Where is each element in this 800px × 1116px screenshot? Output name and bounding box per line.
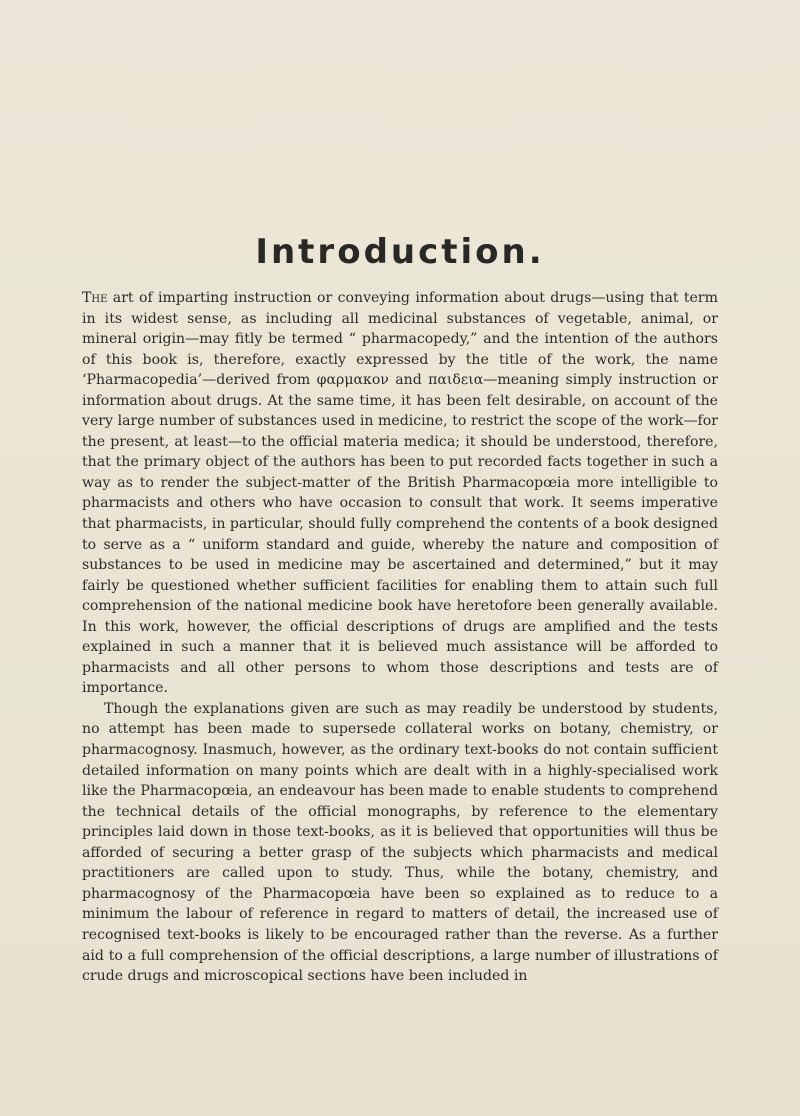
- paragraph-1-text: art of imparting instruction or conveying information about drugs—using that term in its widest sense, as including all medicinal substances of vegetable, animal, or mineral origin—may fitly be termed “ pharmacopedy,” and the intention of the authors of this book is, therefore, exactly expressed by the title of the work, the name ‘Pharmacopedia’—derived from φαρμακον and παιδεια—meaning simply instruction or information about drugs. At the same time, it has been felt desirable, on account of the very large number of substances used in medicine, to restrict the scope of the work—for the present, at least—to the official materia medica; it should be understood, therefore, that the primary object of the authors has been to put recorded facts together in such a way as to render the subject-matter of the British Pharmacopœia more intelligible to pharmacists and others who have occasion to consult that work. It seems imperative that pharmacists, in particular, should fully comprehend the contents of a book designed to serve as a “ uniform standard and guide, whereby the nature and composition of substances to be used in medicine may be ascertained and determined,” but it may fairly be questioned whether sufficient facilities for enabling them to attain such full comprehension of the national medicine book have heretofore been generally available. In this work, however, the official descriptions of drugs are amplified and the tests explained in such a manner that it is believed much assistance will be afforded to pharmacists and all other persons to whom those descriptions and tests are of importance.: [82, 290, 718, 697]
- body-text: [82, 288, 718, 987]
- paragraph-1: [82, 288, 718, 699]
- paragraph-2: Though the explanations given are such as may readily be understood by students, no attempt has been made to supersede collateral works on botany, chemistry, or pharmacognosy. Inasmuch, however, as the ordinary text-books do not contain sufficient detailed information on many points which are dealt with in a highly-specialised work like the Pharmacopœia, an endeavour has been made to enable students to comprehend the technical details of the official monographs, by reference to the elementary principles laid down in those text-books, as it is believed that opportunities will thus be afforded of securing a better grasp of the subjects which pharmacists and medical practitioners are called upon to study. Thus, while the botany, chemistry, and pharmacognosy of the Pharmacopœia have been so explained as to reduce to a minimum the labour of reference in regard to matters of detail, the increased use of recognised text-books is likely to be encouraged rather than the reverse. As a further aid to a full comprehension of the official descriptions, a large number of illustrations of crude drugs and microscopical sections have been included in: [82, 700, 718, 985]
- opening-word: The: [82, 290, 108, 306]
- page-title: Introduction.: [255, 232, 545, 272]
